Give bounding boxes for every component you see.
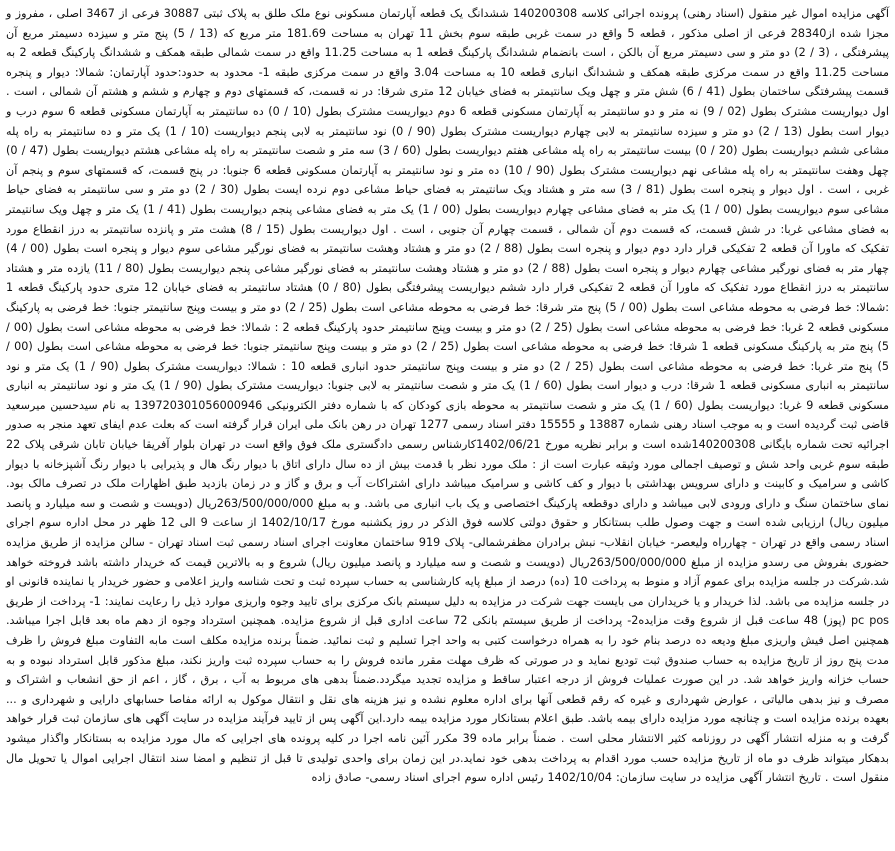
notice-body-text: آگهی مزایده اموال غیر منقول (اسناد رهنی) پرونده اجرائی کلاسه 140200308 ششدانگ یک قطعه آپارتمان مسکونی نوع ملک طلق به پلاک ثبتی 30887 فرعی از 3467 اصلی ، مفروز و مجزا شده از28340 فرعی از اصلی مذکور ، قطعه 5 واقع در سمت غربی طبقه سوم بخش 11 تهران به مساحت 181.69 متر مربع که (13 / 5) پنج متر و سیزده دسیمتر مربع آن پیشرفتگی ، (3 / 2) دو متر و سی دسیمتر مربع آن بالکن ، است بانضمام ششدانگ پارکینگ قطعه 1 به مساحت 11.25 واقع در سمت شمالی طبقه همکف و ششدانگ پارکینگ قطعه 2 به مساحت 11.25 واقع در سمت مرکزی طبقه همکف و ششدانگ انباری قطعه 10 به مساحت 3.04 واقع در سمت مرکزی طبقه 1- محدود به حدود:حدود آپارتمان: شمالا: دیوار و پنجره قسمت پیشرفتگی ساختمان بطول (41 / 6) شش متر و چهل ویک سانتیمتر به فضای خیابان 12 متری شرقا: در نه قسمت، که قسمتهای دوم و چهارم و ششم و هشتم آن شمالی ، است . اول دیواریست مشترک بطول (02 / 9) نه متر و دو سانتیمتر به آپارتمان مسکونی قطعه 6 دوم دیواریست مشترک بطول (10 / 0) ده سانتیمتر به آپارتمان مسکونی قطعه 6 سوم درب و دیوار است بطول (13 / 2) دو متر و سیزده سانتیمتر به لابی چهارم دیواریست مشترک بطول (90 / 0) نود سانتیمتر به لابی پنجم دیواریست (10 / 1) یک متر و ده سانتیمتر به راه پله مشاعی ششم دیواریست بطول (20 / 0) بیست سانتیمتر به راه پله مشاعی هفتم دیواریست بطول (60 / 3) سه متر و شصت سانتیمتر به راه پله مشاعی هشتم دیواریست بطول (47 / 0) چهل وهفت سانتیمتر به راه پله مشاعی نهم دیواریست مشترک بطول (90 / 10) ده متر و نود سانتیمتر به آپارتمان مسکونی قطعه 6 جنوبا: در پنج قسمت، که قسمتهای سوم و پنجم آن غربی ، است . اول دیوار و پنجره است بطول (81 / 3) سه متر و هشتاد ویک سانتیمتر به فضای حیاط مشاعی دوم نرده ایست بطول (30 / 2) دو متر و سی سانتیمتر به فضای حیاط مشاعی سوم دیواریست بطول (00 / 1) یک متر به فضای مشاعی چهارم دیواریست بطول (00 / 1) یک متر به فضای مشاعی پنجم دیواریست بطول (41 / 1) یک متر و چهل ویک سانتیمتر به فضای مشاعی غربا: در شش قسمت، که قسمت دوم آن شمالی ، قسمت چهارم آن جنوبی ، است . اول دیواریست بطول (15 / 8) هشت متر و پانزده سانتیمتر به درز انقطاع مورد تفکیک که ماورا آن قطعه 2 تفکیکی قرار دارد دوم دیوار و پنجره است بطول (88 / 2) دو متر و هشتاد وهشت سانتیمتر به فضای نورگیر مشاعی سوم دیوار و پنجره است بطول (00 / 4) چهار متر به فضای نورگیر مشاعی چهارم دیوار و پنجره است بطول (88 / 2) دو متر و هشتاد وهشت سانتیمتر به فضای نورگیر مشاعی پنجم دیواریست بطول (80 / 11) یازده متر و هشتاد سانتیمتر به درز انقطاع مورد تفکیک که ماورا آن قطعه 2 تفکیکی قرار دارد ششم دیواریست پیشرفتگی بطول (80 / 0) هشتاد سانتیمتر به فضای خیابان 12 متری حدود پارکینگ قطعه 1 :شمالا: خط فرضی به محوطه مشاعی است بطول (00 / 5) پنج متر شرقا: خط فرضی به محوطه مشاعی است بطول (25 / 2) دو متر و بیست وپنج سانتیمتر جنوبا: خط فرضی به پارکینگ مسکونی قطعه 2 غربا: خط فرضی به محوطه مشاعی است بطول (25 / 2) دو متر و بیست وپنج سانتیمتر حدود پارکینگ قطعه 2 : شمالا: خط فرضی به محوطه مشاعی است بطول (00 / 5) پنج متر به پارکینگ مسکونی قطعه 1 شرقا: خط فرضی به محوطه مشاعی است بطول (25 / 2) دو متر و بیست وپنج سانتیمتر جنوبا: خط فرضی به محوطه مشاعی است بطول (00 / 5) پنج متر غربا: خط فرضی به محوطه مشاعی است بطول (25 / 2) دو متر و بیست وپنج سانتیمتر حدود انباری قطعه 10 : شمالا: دیواریست مشترک بطول (90 / 1) یک متر و نود سانتیمتر به انباری مسکونی قطعه 1 شرقا: درب و دیوار است بطول (60 / 1) یک متر و شصت سانتیمتر به لابی جنوبا: دیواریست مشترک بطول (90 / 1) یک متر و نود سانتیمتر به انباری مسکونی قطعه 9 غربا: دیواریست بطول (60 / 1) یک متر و شصت سانتیمتر به محوطه بازی کودکان که با شماره دفتر الکترونیکی 139720301056000946 به نام سیدحسین میرسعید قاضی ثبت گردیده است و به موجب اسناد رهنی شماره 13887 و 15555 دفتر اسناد رسمی 1277 تهران در رهن بانک ملی ایران قرار گرفته است که بعلت عدم ایفای تعهد منجر به صدور اجرائیه تحت شماره بایگانی 140200308شده است و برابر نظریه مورخ 1402/06/21کارشناس رسمی دادگستری ملک فوق واقع است در تهران بلوار آفریقا خیابان تابان شرقی پلاک 22 طبقه سوم غربی واحد شش و توصیف اجمالی مورد وثیقه عبارت است از : ملک مورد نظر با قدمت بیش از ده سال دارای اتاق با دیوار رنگ هال و پذیرایی با دیوار رنگ آشپزخانه با دیوار کاشی و سرامیک و کابینت و دارای سرویس بهداشتی با دیوار و کف کاشی و سرامیک میباشد دارای اشتراکات آب و برق و گاز و در زمان بازدید طبق اظهارات ملک در تصرف مالک بود. نمای ساختمان سنگ و دارای ورودی لابی میباشد و دارای دوقطعه پارکینگ اختصاصی و یک باب انباری می باشد. و به مبلغ 263/500/000/000ریال (دویست و شصت و سه میلیارد و پانصد میلیون ریال) ارزیابی شده است و جهت وصول طلب بستانکار و حقوق دولتی کلاسه فوق الذکر در روز یکشنبه مورخ 1402/10/17 از ساعت 9 الی 12 ظهر در محل اداره سوم اجرای اسناد رسمی واقع در تهران - چهارراه ولیعصر- خیابان انقلاب- نبش برادران مظفرشمالی- پلاک 919 ساختمان معاونت اجرای اسناد رسمی ثبت اسناد تهران - سالن مزایده از طریق مزایده حضوری بفروش می رسدو مزایده از مبلغ 263/500/000/000ریال (دویست و شصت و سه میلیارد و پانصد میلیون ریال) شروع و به بالاترین قیمت که خریدار داشته باشد فروخته خواهد شد.شرکت در جلسه مزایده برای عموم آزاد و منوط به پرداخت 10 (ده) درصد از مبلغ پایه کارشناسی به حساب سپرده ثبت و تحت شناسه واریز اعلامی و حضور خریدار یا نماینده قانونی او در جلسه مزایده می باشد. لذا خریدار و یا خریداران می بایست جهت شرکت در مزایده به دلیل سیستم بانک مرکزی برای تایید وجوه واریزی موارد ذیل را رعایت نمایند: 1- پرداخت از طریق pc pos (پوز) 48 ساعت قبل از شروع وقت مزایده2- پرداخت از طریق سیستم بانکی 72 ساعت اداری قبل از شروع مزایده. همچنین استرداد وجوه از دهم ماه بعد قابل اجرا میباشد. همچنین اصل فیش واریزی مبلغ ودیعه ده درصد بنام خود را به همراه درخواست کتبی به واحد اجرا تسلیم و ثبت نمائید. ضمناً برنده مزایده مکلف است مابه التفاوت مبلغ فروش را ظرف مدت پنج روز از تاریخ مزایده به حساب صندوق ثبت تودیع نماید و در صورتی که ظرف مهلت مقرر مانده فروش را به حساب سپرده ثبت واریز نکند، مبلغ مذکور قابل استرداد نبوده و به حساب خزانه واریز خواهد شد. در این صورت عملیات فروش از درجه اعتبار ساقط و مزایده تجدید میگردد.ضمناً بدهی های مربوط به آب ، برق ، گاز ، اعم از حق انشعاب و اشتراک و مصرف و نیز بدهی مالیاتی ، عوارض شهرداری و غیره که رقم قطعی آنها برای اداره معلوم نشده و نیز هزینه های نقل و انتقال موکول به ارائه مفاصا حسابهای دارایی و شهرداری و ... بعهده برنده مزایده است و چنانچه مورد مزایده دارای بیمه باشد. طبق اعلام بستانکار مورد مزایده بیمه دارد.این آگهی پس از تایید فرآیند مزایده در سایت آگهی های سازمان ثبت قرار خواهد گرفت و به منزله انتشار آگهی در روزنامه کثیر الانتشار محلی است . ضمناً برابر ماده 39 مکرر آئین نامه اجرا در کلیه پرونده های اجرایی که مال مورد مزایده به بستانکار واگذار میشود بدهکار میتواند ظرف دو ماه از تاریخ مزایده حسب مورد اقدام به پرداخت بدهی خود نماید.در این زمان برای واحدی تولیدی تا قبل از تنظیم و امضا سند انتقال اجرایی اموال یا تحویل مال منقول است . تاریخ انتشار آگهی مزایده در سایت سازمان: 1402/10/04 رئیس اداره سوم اجرای اسناد رسمی- صادق زاده	[6, 7, 890, 785]
